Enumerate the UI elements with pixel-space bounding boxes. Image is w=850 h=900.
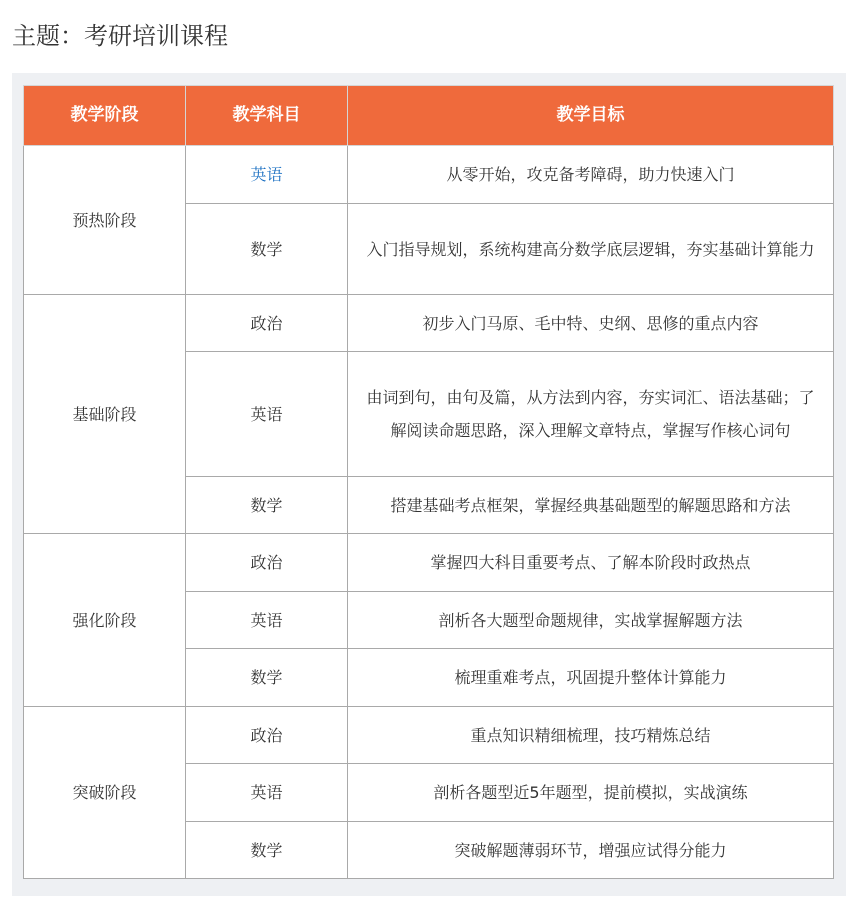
stage-cell: 突破阶段 [24,707,186,879]
subject-cell: 数学 [186,822,348,879]
goal-cell: 初步入门马原、毛中特、史纲、思修的重点内容 [348,295,834,352]
stage-cell: 基础阶段 [24,295,186,534]
stage-cell: 预热阶段 [24,146,186,295]
table-row [24,707,834,764]
goal-cell: 入门指导规划，系统构建高分数学底层逻辑，夯实基础计算能力 [348,204,834,295]
subject-cell: 数学 [186,477,348,534]
goal-cell: 梳理重难考点，巩固提升整体计算能力 [348,649,834,707]
goal-cell: 掌握四大科目重要考点、了解本阶段时政热点 [348,534,834,592]
subject-cell: 英语 [186,352,348,477]
goal-cell: 由词到句，由句及篇，从方法到内容，夯实词汇、语法基础；了解阅读命题思路，深入理解文章特点，掌握写作核心词句 [348,352,834,477]
table-row [24,295,834,352]
course-table [23,85,834,879]
goal-cell: 从零开始，攻克备考障碍，助力快速入门 [348,146,834,204]
subject-cell: 英语 [186,764,348,822]
goal-cell: 重点知识精细梳理，技巧精炼总结 [348,707,834,764]
header-goal: 教学目标 [348,86,834,146]
goal-cell: 搭建基础考点框架，掌握经典基础题型的解题思路和方法 [348,477,834,534]
subject-cell: 政治 [186,295,348,352]
goal-cell: 剖析各题型近5年题型，提前模拟，实战演练 [348,764,834,822]
header-stage: 教学阶段 [24,86,186,146]
table-row [24,146,834,204]
subject-cell: 数学 [186,204,348,295]
goal-cell: 突破解题薄弱环节，增强应试得分能力 [348,822,834,879]
subject-cell: 政治 [186,534,348,592]
stage-cell: 强化阶段 [24,534,186,707]
page-title: 主题：考研培训课程 [12,22,228,50]
table-row [24,534,834,592]
header-subject: 教学科目 [186,86,348,146]
subject-cell: 政治 [186,707,348,764]
table-header-row [24,86,834,146]
subject-link[interactable]: 英语 [186,146,348,204]
subject-cell: 数学 [186,649,348,707]
goal-cell: 剖析各大题型命题规律，实战掌握解题方法 [348,592,834,649]
subject-cell: 英语 [186,592,348,649]
